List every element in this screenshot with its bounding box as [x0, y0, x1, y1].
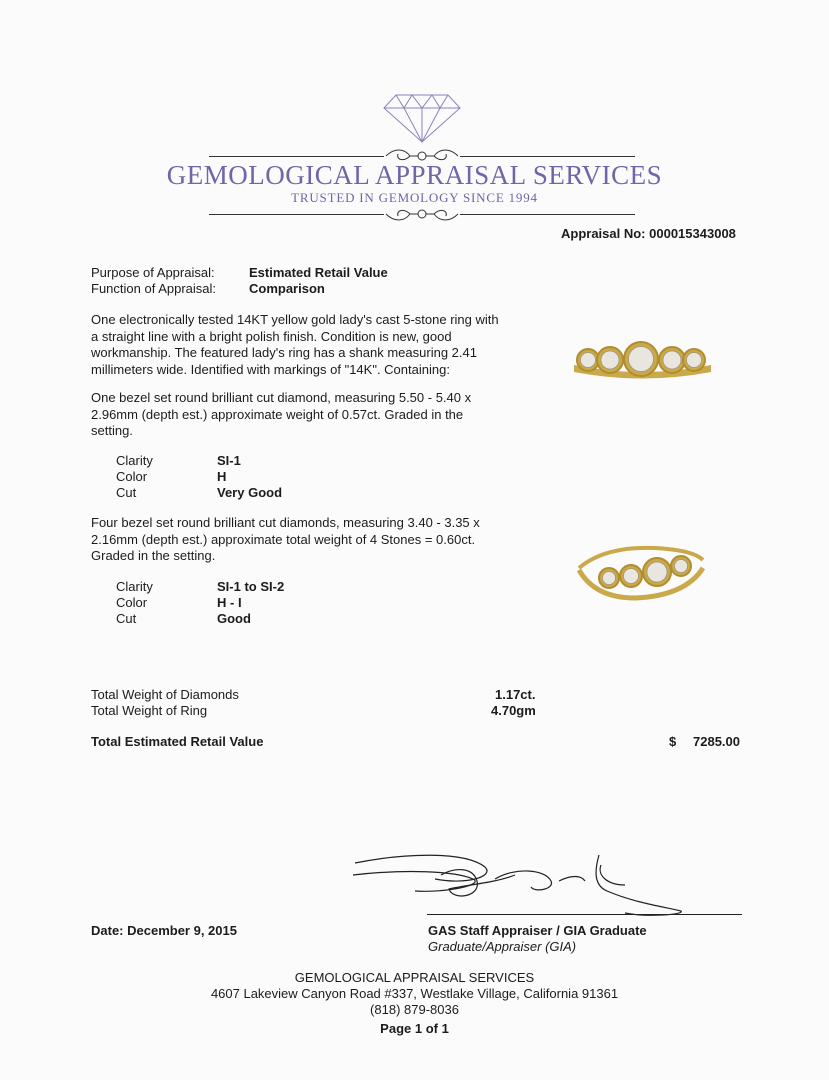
signature-line [427, 914, 742, 915]
side-clarity-label: Clarity [116, 579, 153, 594]
side-cut-label: Cut [116, 611, 137, 626]
retail-value: 7285.00 [693, 734, 740, 749]
total-ring-label: Total Weight of Ring [91, 703, 208, 718]
total-retail-label: Total Estimated Retail Value [91, 734, 264, 749]
header-rule-bottom [209, 214, 384, 215]
footer-phone: (818) 879-8036 [370, 1002, 459, 1017]
ring-photo-front [570, 335, 715, 385]
ring-photo-angle [575, 540, 715, 610]
header-rule-top-right [460, 156, 635, 157]
header-rule-top [209, 156, 384, 157]
side-stones-description: Four bezel set round brilliant cut diamonds, measuring 3.40 - 3.35 x 2.16mm (depth est.) approximate total weight of 4 Stones = 0.60ct. Graded in the setting. [91, 515, 480, 563]
appraisal-number-value: 000015343008 [649, 226, 736, 241]
side-clarity-value: SI-1 to SI-2 [217, 579, 285, 594]
footer-company: GEMOLOGICAL APPRAISAL SERVICES [294, 970, 535, 985]
ornament-bottom-icon [384, 204, 460, 224]
purpose-value: Estimated Retail Value [249, 265, 388, 280]
appraisal-number [561, 226, 736, 242]
center-cut-label: Cut [116, 485, 137, 500]
center-clarity-value: SI-1 [217, 453, 241, 468]
center-clarity-label: Clarity [116, 453, 153, 468]
page-number: Page 1 of 1 [380, 1021, 449, 1036]
total-ring-value: 4.70gm [491, 703, 536, 718]
appraiser-title: GAS Staff Appraiser / GIA Graduate [428, 923, 647, 938]
company-name: GEMOLOGICAL APPRAISAL SERVICES [166, 160, 663, 190]
center-color-value: H [217, 469, 227, 484]
function-value: Comparison [249, 281, 325, 296]
appraisal-number-label: Appraisal No: [561, 226, 646, 241]
side-color-value: H - I [217, 595, 242, 610]
total-diamonds-label: Total Weight of Diamonds [91, 687, 239, 702]
function-label: Function of Appraisal: [91, 281, 217, 296]
center-stone-description: One bezel set round brilliant cut diamond, measuring 5.50 - 5.40 x 2.96mm (depth est.) approximate weight of 0.57ct. Graded in the setting. [91, 390, 472, 438]
center-color-label: Color [116, 469, 148, 484]
header-rule-bottom-right [460, 214, 635, 215]
total-diamonds-value: 1.17ct. [495, 687, 536, 702]
appraisal-date: Date: December 9, 2015 [91, 923, 237, 938]
retail-currency: $ [669, 734, 677, 749]
side-color-label: Color [116, 595, 148, 610]
company-tagline: TRUSTED IN GEMOLOGY SINCE 1994 [291, 190, 538, 205]
ring-description: One electronically tested 14KT yellow gold lady's cast 5-stone ring with a straight line with a bright polish finish. Condition is new, good workmanship. The featured lady's ring has a shank measuring 2.41 millimeters wide. Identified with markings of "14K". Containing: [91, 312, 499, 377]
diamond-logo-icon [382, 92, 462, 144]
footer-address: 4607 Lakeview Canyon Road #337, Westlake Village, California 91361 [210, 986, 619, 1001]
center-cut-value: Very Good [217, 485, 283, 500]
appraiser-subtitle: Graduate/Appraiser (GIA) [428, 939, 577, 954]
appraiser-signature [345, 845, 690, 920]
purpose-label: Purpose of Appraisal: [91, 265, 215, 280]
side-cut-value: Good [217, 611, 251, 626]
